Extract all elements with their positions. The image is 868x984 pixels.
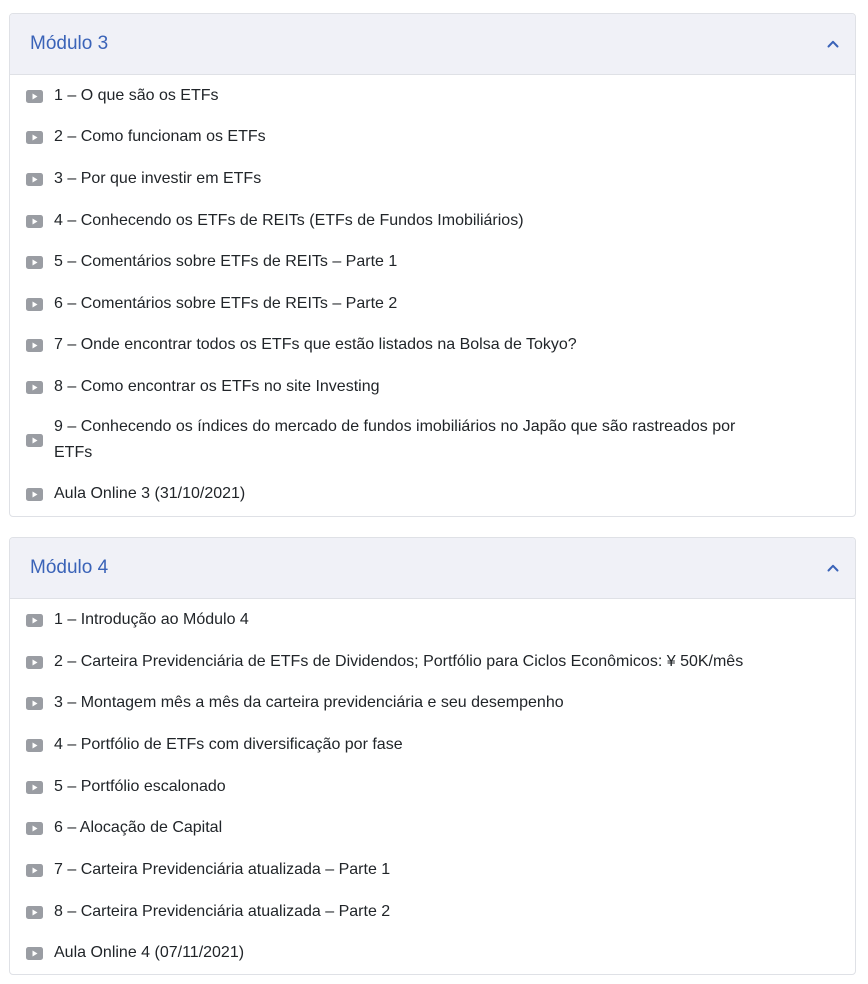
play-icon	[26, 906, 43, 919]
module-3	[9, 13, 856, 517]
play-icon	[26, 614, 43, 627]
lesson-item[interactable]	[10, 599, 855, 641]
play-icon	[26, 781, 43, 794]
lesson-title: 1 – O que são os ETFs	[54, 86, 219, 104]
lesson-item[interactable]	[10, 241, 855, 283]
play-icon	[26, 822, 43, 835]
lesson-item[interactable]	[10, 933, 855, 975]
lesson-title: 8 – Carteira Previdenciária atualizada – Parte 2	[54, 902, 391, 920]
lesson-list	[10, 75, 855, 514]
module-title: Módulo 3	[30, 33, 109, 54]
lesson-title: 3 – Montagem mês a mês da carteira previdenciária e seu desempenho	[54, 694, 564, 712]
module-4	[9, 537, 856, 975]
play-icon	[26, 339, 43, 352]
lesson-item[interactable]	[10, 75, 855, 117]
module-3-header[interactable]	[10, 14, 855, 75]
lesson-item[interactable]	[10, 724, 855, 766]
lesson-item[interactable]	[10, 682, 855, 724]
lesson-item[interactable]	[10, 891, 855, 933]
lesson-list	[10, 599, 855, 974]
play-icon	[26, 739, 43, 752]
lesson-title: 1 – Introdução ao Módulo 4	[54, 610, 249, 628]
play-icon	[26, 697, 43, 710]
lesson-title: 6 – Comentários sobre ETFs de REITs – Parte 2	[54, 294, 398, 312]
module-title: Módulo 4	[30, 557, 109, 578]
lesson-item[interactable]	[10, 325, 855, 367]
lesson-title: 7 – Onde encontrar todos os ETFs que estão listados na Bolsa de Tokyo?	[54, 336, 577, 354]
play-icon	[26, 298, 43, 311]
play-icon	[26, 864, 43, 877]
lesson-item[interactable]	[10, 408, 855, 473]
lesson-item[interactable]	[10, 473, 855, 515]
lesson-item[interactable]	[10, 807, 855, 849]
play-icon	[26, 434, 43, 447]
module-4-header[interactable]	[10, 538, 855, 599]
lesson-title: 9 – Conhecendo os índices do mercado de fundos imobiliários no Japão que são rastreados por ETFs	[54, 418, 736, 462]
lesson-title: 7 – Carteira Previdenciária atualizada – Parte 1	[54, 860, 391, 878]
lesson-item[interactable]	[10, 158, 855, 200]
play-icon	[26, 131, 43, 144]
play-icon	[26, 256, 43, 269]
lesson-title: Aula Online 3 (31/10/2021)	[54, 484, 246, 502]
play-icon	[26, 947, 43, 960]
lesson-item[interactable]	[10, 766, 855, 808]
lesson-item[interactable]	[10, 283, 855, 325]
lesson-title: 2 – Carteira Previdenciária de ETFs de Dividendos; Portfólio para Ciclos Econômicos: ¥ 50K/mês	[54, 652, 744, 670]
lesson-title: Aula Online 4 (07/11/2021)	[54, 944, 245, 962]
lesson-title: 2 – Como funcionam os ETFs	[54, 128, 266, 146]
lesson-title: 3 – Por que investir em ETFs	[54, 169, 262, 187]
lesson-title: 4 – Conhecendo os ETFs de REITs (ETFs de Fundos Imobiliários)	[54, 211, 524, 229]
lesson-title: 4 – Portfólio de ETFs com diversificação por fase	[54, 735, 403, 753]
play-icon	[26, 215, 43, 228]
chevron-up-icon[interactable]	[827, 562, 839, 574]
play-icon	[26, 656, 43, 669]
lesson-item[interactable]	[10, 849, 855, 891]
lesson-item[interactable]	[10, 117, 855, 159]
play-icon	[26, 381, 43, 394]
lesson-item[interactable]	[10, 200, 855, 242]
lesson-title: 8 – Como encontrar os ETFs no site Investing	[54, 377, 380, 395]
lesson-item[interactable]	[10, 641, 855, 683]
play-icon	[26, 173, 43, 186]
play-icon	[26, 488, 43, 501]
lesson-title: 5 – Portfólio escalonado	[54, 777, 226, 795]
chevron-up-icon[interactable]	[827, 38, 839, 50]
lesson-item[interactable]	[10, 366, 855, 408]
play-icon	[26, 90, 43, 103]
lesson-title: 5 – Comentários sobre ETFs de REITs – Parte 1	[54, 253, 398, 271]
lesson-title: 6 – Alocação de Capital	[54, 819, 223, 837]
